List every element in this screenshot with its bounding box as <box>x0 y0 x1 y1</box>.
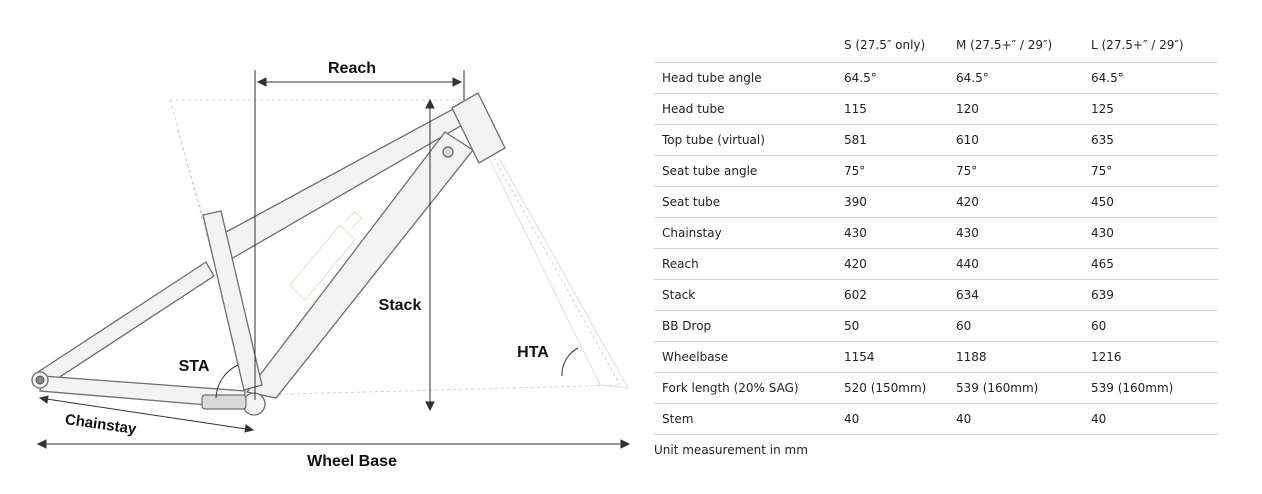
cell-value: 60 <box>1091 311 1218 342</box>
cell-value: 639 <box>1091 280 1218 311</box>
table-row <box>654 342 1218 373</box>
cell-value: 420 <box>844 249 956 280</box>
row-label: BB Drop <box>654 311 844 342</box>
row-label: Stack <box>654 280 844 311</box>
cell-value: 40 <box>1091 404 1218 435</box>
geometry-table <box>654 28 1218 435</box>
cell-value: 430 <box>956 218 1091 249</box>
cell-value: 539 (160mm) <box>1091 373 1218 404</box>
wheel-base-dimension <box>38 440 629 448</box>
cell-value: 1216 <box>1091 342 1218 373</box>
chainstay-label: Chainstay <box>63 411 138 438</box>
row-label: Head tube <box>654 94 844 125</box>
row-label: Chainstay <box>654 218 844 249</box>
row-label: Seat tube <box>654 187 844 218</box>
cell-value: 1154 <box>844 342 956 373</box>
table-row <box>654 156 1218 187</box>
cell-value: 539 (160mm) <box>956 373 1091 404</box>
wheel-base-label: Wheel Base <box>307 453 397 470</box>
cell-value: 430 <box>844 218 956 249</box>
table-row <box>654 187 1218 218</box>
cell-value: 40 <box>844 404 956 435</box>
column-header-l: L (27.5+″ / 29″) <box>1091 28 1218 63</box>
reach-label: Reach <box>327 60 377 77</box>
cell-value: 75° <box>844 156 956 187</box>
cell-value: 75° <box>956 156 1091 187</box>
cell-value: 115 <box>844 94 956 125</box>
cell-value: 420 <box>956 187 1091 218</box>
cell-value: 602 <box>844 280 956 311</box>
cell-value: 64.5° <box>956 63 1091 94</box>
cell-value: 430 <box>1091 218 1218 249</box>
cell-value: 465 <box>1091 249 1218 280</box>
cell-value: 450 <box>1091 187 1218 218</box>
cell-value: 60 <box>956 311 1091 342</box>
cell-value: 125 <box>1091 94 1218 125</box>
stack-label: Stack <box>378 297 422 314</box>
header-blank <box>654 28 844 63</box>
row-label: Fork length (20% SAG) <box>654 373 844 404</box>
cell-value: 520 (150mm) <box>844 373 956 404</box>
cell-value: 120 <box>956 94 1091 125</box>
table-row <box>654 94 1218 125</box>
row-label: Wheelbase <box>654 342 844 373</box>
table-row <box>654 218 1218 249</box>
cell-value: 50 <box>844 311 956 342</box>
column-header-m: M (27.5+″ / 29″) <box>956 28 1091 63</box>
cell-value: 40 <box>956 404 1091 435</box>
frame-tubes <box>32 93 505 415</box>
cell-value: 75° <box>1091 156 1218 187</box>
hta-angle-arc <box>562 348 578 376</box>
table-row <box>654 249 1218 280</box>
row-label: Stem <box>654 404 844 435</box>
row-label: Seat tube angle <box>654 156 844 187</box>
cell-value: 610 <box>956 125 1091 156</box>
table-row <box>654 311 1218 342</box>
row-label: Reach <box>654 249 844 280</box>
row-label: Head tube angle <box>654 63 844 94</box>
table-row <box>654 280 1218 311</box>
table-row <box>654 63 1218 94</box>
table-row <box>654 125 1218 156</box>
fork-reference-lines <box>485 150 628 388</box>
cell-value: 64.5° <box>1091 63 1218 94</box>
cell-value: 390 <box>844 187 956 218</box>
cell-value: 634 <box>956 280 1091 311</box>
stack-dimension <box>426 100 434 410</box>
cell-value: 635 <box>1091 125 1218 156</box>
unit-note: Unit measurement in mm <box>654 443 808 457</box>
cell-value: 1188 <box>956 342 1091 373</box>
table-header-row <box>654 28 1218 63</box>
cell-value: 581 <box>844 125 956 156</box>
column-header-s: S (27.5″ only) <box>844 28 956 63</box>
cell-value: 440 <box>956 249 1091 280</box>
cell-value: 64.5° <box>844 63 956 94</box>
sta-label: STA <box>178 358 210 375</box>
hta-label: HTA <box>517 344 549 361</box>
table-row <box>654 373 1218 404</box>
geometry-table-container <box>654 28 1218 435</box>
row-label: Top tube (virtual) <box>654 125 844 156</box>
table-row <box>654 404 1218 435</box>
